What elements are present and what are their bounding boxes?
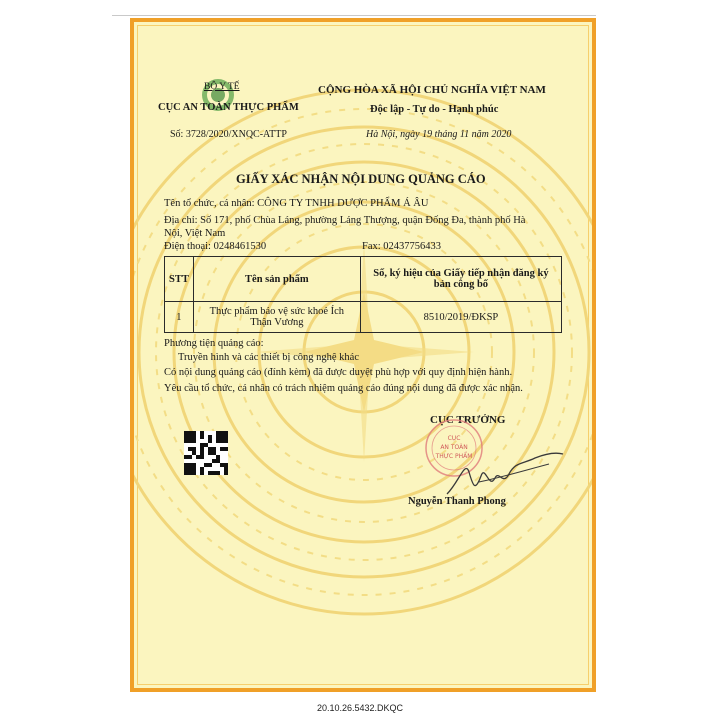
organization-name: Tên tổ chức, cá nhân: CÔNG TY TNHH DƯỢC PHẨM Á ÂU [164,198,429,209]
national-motto: Độc lập - Tự do - Hạnh phúc [370,104,499,115]
stamp-line-2: AN TOÀN [440,444,468,451]
row-product-name [193,302,360,333]
header-product-name: Tên sản phẩm [193,257,360,302]
media-label: Phương tiện quảng cáo: [164,338,264,349]
address-line-2: Nội, Việt Nam [164,228,226,239]
document-number: Số: 3728/2020/XNQC-ATTP [170,129,287,140]
requirement-statement: Yêu cầu tổ chức, cá nhân có trách nhiệm quảng cáo đúng nội dung đã được xác nhận. [164,383,523,394]
certificate-content [134,22,592,688]
address-line-1: Địa chỉ: Số 171, phố Chùa Láng, phường Láng Thượng, quận Đống Đa, thành phố Hà [164,215,526,226]
product-name-line-2: Thận Vương [250,317,304,328]
phone-number: Điện thoại: 0248461530 [164,241,267,252]
row-stt: 1 [165,302,194,333]
media-value: Truyền hình và các thiết bị công nghệ khác [178,352,359,363]
header-registration-number: Số, ký hiệu của Giấy tiếp nhận đăng ký bản công bố [360,257,561,302]
document-title: GIẤY XÁC NHẬN NỘI DUNG QUẢNG CÁO [236,172,486,186]
product-table [164,256,562,333]
stamp-line-1: CỤC [447,435,461,442]
table-header-row [165,257,562,302]
top-rule [112,15,596,16]
row-registration-number: 8510/2019/ĐKSP [360,302,561,333]
ministry-name: BỘ Y TẾ [204,82,240,92]
approval-statement: Có nội dung quảng cáo (đính kèm) đã được duyệt phù hợp với quy định hiện hành. [164,367,513,378]
fax-number: Fax: 02437756433 [362,241,442,252]
issue-date: Hà Nội, ngày 19 tháng 11 năm 2020 [366,129,512,140]
table-row [165,302,562,333]
qr-code-icon [184,431,228,475]
republic-title: CỘNG HÒA XÃ HỘI CHỦ NGHĨA VIỆT NAM [318,84,546,96]
footer-code: 20.10.26.5432.DKQC [316,703,404,713]
stamp-line-3: THỰC PHẨM [435,453,473,460]
certificate-frame [130,18,596,692]
signer-position: CỤC TRƯỞNG [430,414,506,426]
product-name-line-1: Thực phẩm bảo vệ sức khoẻ Ích [209,306,345,317]
signer-name: Nguyễn Thanh Phong [408,496,506,507]
header-stt: STT [165,257,194,302]
agency-name: CỤC AN TOÀN THỰC PHẨM [158,102,299,113]
